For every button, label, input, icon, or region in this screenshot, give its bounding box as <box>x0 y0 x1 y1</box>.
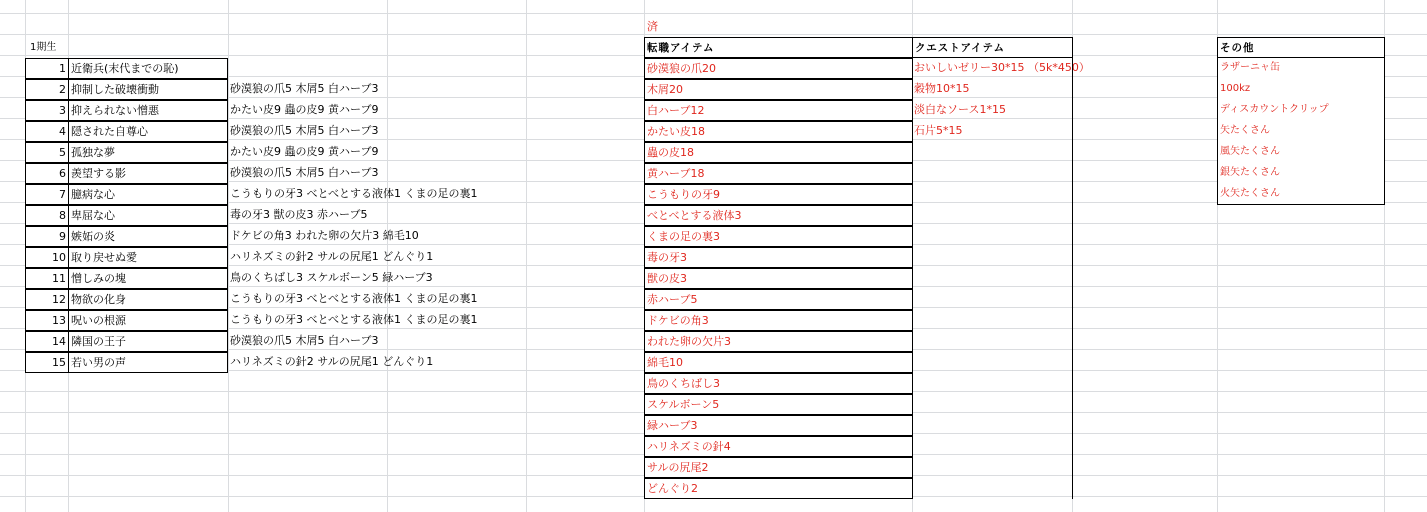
quest-item[interactable]: 淡白なソース1*15 <box>914 103 1006 116</box>
quest-item[interactable]: おいしいゼリー30*15 （5k*450） <box>914 61 1090 74</box>
transfer-item[interactable]: 綿毛10 <box>644 352 913 373</box>
member-materials[interactable]: 砂漠狼の爪5 木屑5 白ハーブ3 <box>230 82 379 95</box>
member-number[interactable]: 9 <box>25 226 69 247</box>
member-materials[interactable]: ハリネズミの針2 サルの尻尾1 どんぐり1 <box>230 250 434 263</box>
quest-item[interactable]: 石片5*15 <box>914 124 963 137</box>
member-materials[interactable]: ハリネズミの針2 サルの尻尾1 どんぐり1 <box>230 355 434 368</box>
grid-row-line <box>0 34 1427 35</box>
member-name[interactable]: 隠された自尊心 <box>68 121 228 142</box>
transfer-item[interactable]: ドケビの角3 <box>644 310 913 331</box>
member-number[interactable]: 7 <box>25 184 69 205</box>
other-item[interactable]: 火矢たくさん <box>1217 184 1385 205</box>
member-materials[interactable]: こうもりの牙3 べとべとする液体1 くまの足の裏1 <box>230 187 478 200</box>
member-number[interactable]: 4 <box>25 121 69 142</box>
member-name[interactable]: 物欲の化身 <box>68 289 228 310</box>
member-number[interactable]: 5 <box>25 142 69 163</box>
other-item[interactable]: ディスカウントクリップ <box>1217 100 1385 121</box>
other-item[interactable]: ラザーニャ缶 <box>1217 58 1385 79</box>
member-name[interactable]: 抑制した破壊衝動 <box>68 79 228 100</box>
transfer-item[interactable]: こうもりの牙9 <box>644 184 913 205</box>
member-materials[interactable]: かたい皮9 蟲の皮9 黄ハーブ9 <box>230 145 379 158</box>
transfer-item[interactable]: スケルボーン5 <box>644 394 913 415</box>
member-number[interactable]: 13 <box>25 310 69 331</box>
grid-row-line <box>0 13 1427 14</box>
member-name[interactable]: 孤独な夢 <box>68 142 228 163</box>
member-materials[interactable]: ドケビの角3 われた卵の欠片3 綿毛10 <box>230 229 419 242</box>
member-materials[interactable]: こうもりの牙3 べとべとする液体1 くまの足の裏1 <box>230 292 478 305</box>
transfer-item[interactable]: 木屑20 <box>644 79 913 100</box>
transfer-item[interactable]: かたい皮18 <box>644 121 913 142</box>
transfer-item[interactable]: 蟲の皮18 <box>644 142 913 163</box>
transfer-item[interactable]: 毒の牙3 <box>644 247 913 268</box>
other-item[interactable]: 100kz <box>1217 79 1385 100</box>
other-item[interactable]: 風矢たくさん <box>1217 142 1385 163</box>
member-number[interactable]: 2 <box>25 79 69 100</box>
member-name[interactable]: 憎しみの塊 <box>68 268 228 289</box>
quest-item[interactable]: 穀物10*15 <box>914 82 970 95</box>
member-materials[interactable]: かたい皮9 蟲の皮9 黄ハーブ9 <box>230 103 379 116</box>
member-name[interactable]: 隣国の王子 <box>68 331 228 352</box>
transfer-item[interactable]: 緑ハーブ3 <box>644 415 913 436</box>
period-label[interactable]: 1期生 <box>30 42 57 53</box>
member-number[interactable]: 1 <box>25 58 69 79</box>
quest-header[interactable]: クエストアイテム <box>912 37 1073 58</box>
member-name[interactable]: 羨望する影 <box>68 163 228 184</box>
member-materials[interactable]: 毒の牙3 獣の皮3 赤ハーブ5 <box>230 208 368 221</box>
member-name[interactable]: 卑屈な心 <box>68 205 228 226</box>
member-name[interactable]: 若い男の声 <box>68 352 228 373</box>
transfer-item[interactable]: どんぐり2 <box>644 478 913 499</box>
transfer-item[interactable]: サルの尻尾2 <box>644 457 913 478</box>
member-number[interactable]: 10 <box>25 247 69 268</box>
transfer-item[interactable]: べとべとする液体3 <box>644 205 913 226</box>
member-materials[interactable]: 砂漠狼の爪5 木屑5 白ハーブ3 <box>230 334 379 347</box>
member-number[interactable]: 8 <box>25 205 69 226</box>
member-name[interactable]: 近衛兵(末代までの恥) <box>68 58 228 79</box>
grid-col-line <box>526 0 527 512</box>
member-name[interactable]: 呪いの根源 <box>68 310 228 331</box>
member-materials[interactable] <box>228 58 518 79</box>
member-number[interactable]: 6 <box>25 163 69 184</box>
member-number[interactable]: 14 <box>25 331 69 352</box>
member-number[interactable]: 12 <box>25 289 69 310</box>
member-materials[interactable]: こうもりの牙3 べとべとする液体1 くまの足の裏1 <box>230 313 478 326</box>
member-materials[interactable]: 砂漠狼の爪5 木屑5 白ハーブ3 <box>230 166 379 179</box>
transfer-item[interactable]: 赤ハーブ5 <box>644 289 913 310</box>
member-name[interactable]: 抑えられない憎悪 <box>68 100 228 121</box>
other-item[interactable]: 銀矢たくさん <box>1217 163 1385 184</box>
transfer-item[interactable]: くまの足の裏3 <box>644 226 913 247</box>
transfer-item[interactable]: 砂漠狼の爪20 <box>644 58 913 79</box>
transfer-header[interactable]: 転職アイテム <box>644 37 913 58</box>
transfer-item[interactable]: ハリネズミの針4 <box>644 436 913 457</box>
member-materials[interactable]: 鳥のくちばし3 スケルボーン5 緑ハーブ3 <box>230 271 433 284</box>
member-name[interactable]: 嫉妬の炎 <box>68 226 228 247</box>
member-number[interactable]: 11 <box>25 268 69 289</box>
member-number[interactable]: 3 <box>25 100 69 121</box>
member-name[interactable]: 取り戻せぬ愛 <box>68 247 228 268</box>
transfer-item[interactable]: 黄ハーブ18 <box>644 163 913 184</box>
member-name[interactable]: 臆病な心 <box>68 184 228 205</box>
transfer-item[interactable]: 白ハーブ12 <box>644 100 913 121</box>
other-item[interactable]: 矢たくさん <box>1217 121 1385 142</box>
transfer-item[interactable]: われた卵の欠片3 <box>644 331 913 352</box>
member-materials[interactable]: 砂漠狼の爪5 木屑5 白ハーブ3 <box>230 124 379 137</box>
other-header[interactable]: その他 <box>1217 37 1385 58</box>
status-mark[interactable]: 済 <box>647 20 658 33</box>
transfer-item[interactable]: 鳥のくちばし3 <box>644 373 913 394</box>
transfer-item[interactable]: 獣の皮3 <box>644 268 913 289</box>
member-number[interactable]: 15 <box>25 352 69 373</box>
